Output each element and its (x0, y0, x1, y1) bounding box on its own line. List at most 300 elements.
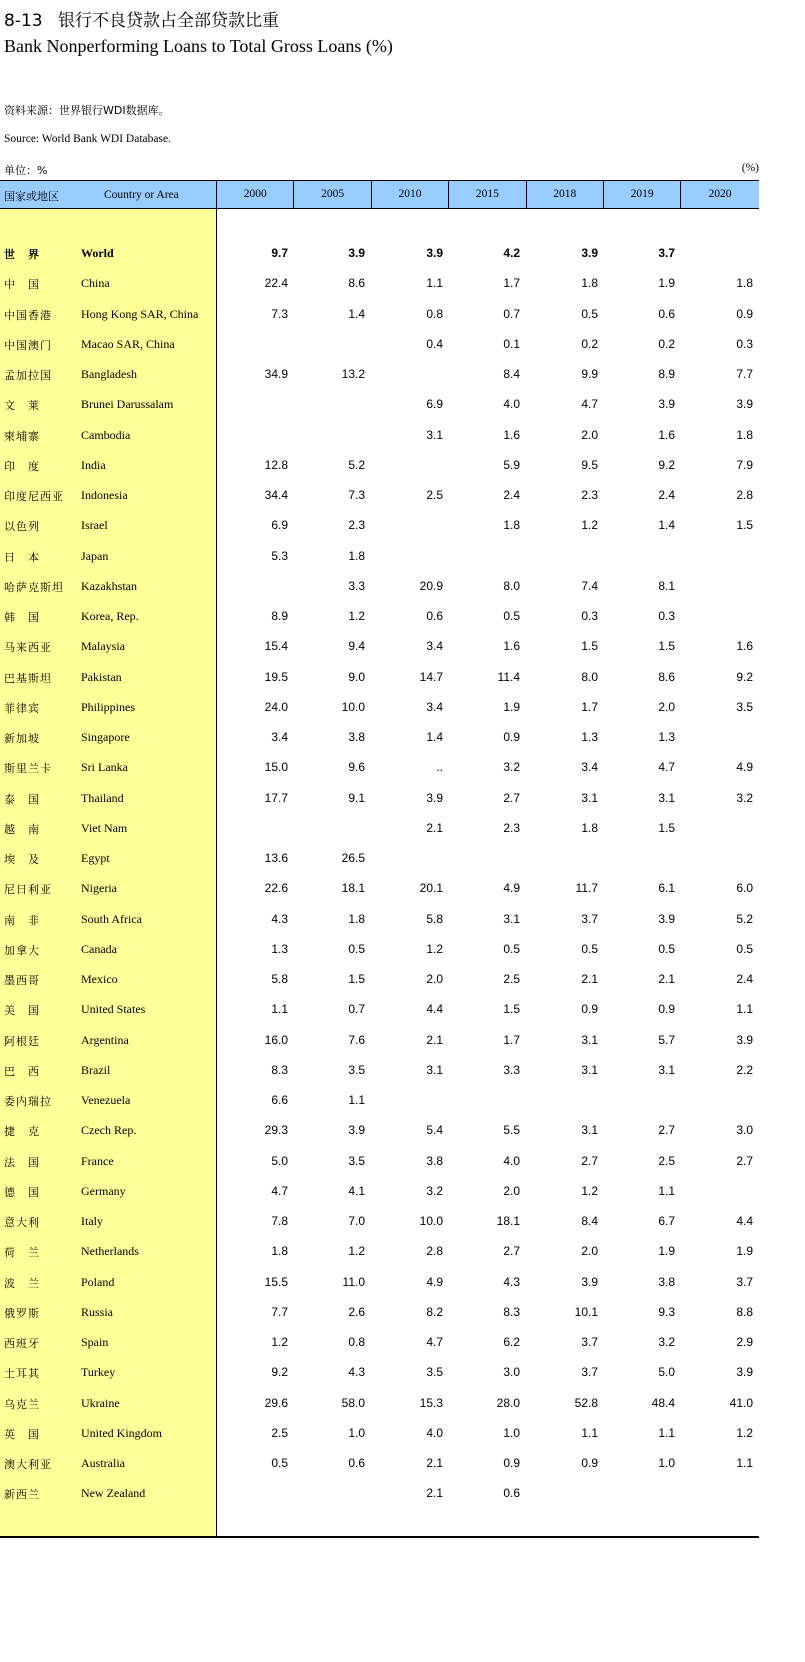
row-country-cn: 乌克兰 (4, 1397, 40, 1411)
row-value-2018: 2.0 (581, 1244, 598, 1259)
row-value-2000: 4.3 (271, 911, 288, 926)
row-value-2005: 13.2 (341, 367, 365, 381)
row-value-2018: 2.7 (581, 1153, 598, 1168)
row-value-2010: 6.9 (426, 397, 443, 412)
row-value-2015: 11.4 (497, 669, 520, 684)
table-row (0, 662, 759, 692)
row-country-en: India (81, 457, 106, 472)
row-value-2005: 9.0 (348, 669, 365, 684)
table-row (0, 1055, 759, 1085)
row-country-en: Macao SAR, China (81, 336, 175, 351)
row-value-2019: 6.7 (658, 1214, 675, 1228)
row-value-2019: 3.1 (658, 1062, 675, 1077)
row-value-2015: 2.4 (503, 488, 520, 502)
table-row (0, 1146, 759, 1176)
header-year: 2010 (372, 181, 449, 208)
row-value-2005: 1.2 (348, 1244, 365, 1259)
row-value-2005: 0.5 (348, 941, 365, 956)
row-value-2019: 3.9 (658, 911, 675, 926)
row-value-2010: 8.2 (426, 1304, 443, 1319)
row-country-en: Ukraine (81, 1395, 120, 1410)
row-value-2010: 1.2 (426, 941, 443, 956)
row-country-cn: 世 界 (4, 248, 40, 261)
row-value-2019: 1.3 (658, 730, 675, 744)
row-value-2018: 3.4 (581, 760, 598, 775)
row-value-2010: 3.4 (426, 639, 443, 654)
row-value-2015: 2.3 (503, 820, 520, 835)
row-value-2015: 2.0 (503, 1183, 520, 1198)
row-value-2019: 3.8 (658, 1274, 675, 1289)
row-value-2020: 41.0 (729, 1395, 753, 1410)
row-value-2010: 3.5 (426, 1365, 443, 1380)
row-value-2015: 3.3 (503, 1062, 520, 1077)
row-value-2020: 1.2 (736, 1425, 753, 1440)
table-row (0, 783, 759, 813)
row-value-2019: 3.2 (658, 1335, 675, 1349)
table-row (0, 541, 759, 571)
row-value-2019: 1.5 (658, 639, 675, 654)
row-value-2019: 5.0 (658, 1365, 675, 1380)
table-row (0, 1388, 759, 1418)
row-value-2020: 2.7 (736, 1153, 753, 1168)
row-value-2020: 4.9 (736, 760, 753, 775)
table-row (0, 1297, 759, 1327)
row-country-en: Turkey (81, 1365, 116, 1380)
row-country-cn: 南 非 (4, 913, 40, 927)
row-value-2018: 3.7 (581, 1365, 598, 1380)
row-value-2018: 7.4 (581, 578, 598, 593)
row-value-2000: 15.4 (264, 639, 288, 654)
row-value-2020: 1.5 (736, 518, 753, 533)
table-row (0, 571, 759, 601)
row-country-cn: 捷 克 (4, 1125, 40, 1139)
table-row (0, 601, 759, 631)
row-country-cn: 中国澳门 (4, 338, 52, 352)
row-value-2005: 9.6 (348, 760, 365, 775)
row-country-en: Mexico (81, 972, 118, 986)
row-value-2005: 5.2 (348, 457, 365, 472)
table-row (0, 389, 759, 419)
page-title-en: Bank Nonperforming Loans to Total Gross Loans (%) (4, 36, 393, 56)
row-country-cn: 英 国 (4, 1427, 40, 1441)
table-row (0, 299, 759, 329)
table-row (0, 813, 759, 843)
row-value-2010: 3.2 (426, 1183, 443, 1198)
header-year: 2019 (604, 181, 681, 208)
row-value-2018: 3.1 (581, 1062, 598, 1077)
table-row (0, 994, 759, 1024)
row-value-2000: 34.4 (264, 488, 288, 502)
row-value-2018: 1.3 (581, 730, 598, 744)
row-country-en: Russia (81, 1304, 114, 1319)
row-value-2020: 3.5 (736, 699, 753, 714)
row-country-cn: 印度尼西亚 (4, 490, 64, 503)
row-value-2000: 3.4 (271, 730, 288, 744)
row-value-2000: 24.0 (264, 699, 288, 714)
row-value-2010: 1.4 (426, 730, 443, 744)
header-year: 2000 (217, 181, 294, 208)
row-country-cn: 意大利 (4, 1216, 40, 1229)
row-value-2019: 9.3 (658, 1304, 675, 1319)
row-value-2020: 1.1 (736, 1002, 753, 1017)
row-value-2019: 1.1 (658, 1183, 675, 1198)
row-value-2015: 1.0 (503, 1425, 520, 1440)
row-value-2018: 0.9 (581, 1002, 598, 1017)
table-row (0, 329, 759, 359)
row-value-2000: 1.8 (271, 1244, 288, 1259)
row-value-2005: 7.0 (348, 1214, 365, 1228)
row-value-2018: 4.7 (581, 397, 598, 412)
row-country-cn: 土耳其 (4, 1367, 40, 1381)
row-country-cn: 马来西亚 (4, 641, 52, 655)
row-value-2015: 0.6 (503, 1486, 520, 1501)
row-value-2019: 5.7 (658, 1032, 675, 1047)
row-value-2000: 13.6 (264, 851, 288, 865)
row-value-2010: 2.5 (426, 488, 443, 502)
table-row (0, 752, 759, 782)
row-value-2010: 3.9 (426, 246, 443, 260)
row-country-cn: 哈萨克斯坦 (4, 580, 64, 594)
row-value-2010: 4.9 (426, 1274, 443, 1289)
row-country-en: Venezuela (81, 1093, 131, 1107)
row-country-cn: 尼日利亚 (4, 883, 52, 897)
row-value-2005: 4.1 (348, 1183, 365, 1198)
page-title-cn (4, 6, 279, 31)
row-value-2005: 26.5 (341, 851, 365, 865)
title-cn-text: 银行不良贷款占全部贷款比重 (58, 11, 279, 31)
row-value-2010: 3.1 (426, 427, 443, 442)
row-value-2020: 9.2 (736, 669, 753, 684)
row-value-2020: 3.2 (736, 790, 753, 805)
row-value-2019: 6.1 (658, 881, 675, 896)
row-value-2005: 1.2 (348, 609, 365, 623)
row-country-cn: 以色列 (4, 520, 40, 534)
row-value-2015: 4.0 (503, 1153, 520, 1168)
row-value-2000: 2.5 (271, 1425, 288, 1440)
row-value-2020: 3.9 (736, 1032, 753, 1047)
row-value-2005: 1.1 (348, 1093, 365, 1107)
row-value-2018: 10.1 (574, 1304, 598, 1319)
table-row (0, 510, 759, 540)
row-country-en: Australia (81, 1456, 125, 1470)
row-value-2010: 15.3 (419, 1395, 443, 1410)
row-value-2005: 1.8 (348, 548, 365, 563)
row-value-2015: 0.9 (503, 1456, 520, 1470)
row-value-2020: 1.6 (736, 639, 753, 654)
row-value-2005: 3.9 (348, 1123, 365, 1138)
row-value-2019: 8.6 (658, 669, 675, 684)
table-row (0, 1478, 759, 1508)
row-value-2020: 1.8 (736, 276, 753, 291)
row-country-en: World (81, 246, 114, 260)
row-country-en: New Zealand (81, 1486, 146, 1501)
row-value-2010: 3.8 (426, 1153, 443, 1168)
row-value-2000: 29.6 (264, 1395, 288, 1410)
header-year: 2005 (294, 181, 371, 208)
row-value-2015: 2.5 (503, 972, 520, 986)
row-value-2005: 0.8 (348, 1335, 365, 1349)
row-value-2018: 0.3 (581, 609, 598, 623)
row-value-2010: 2.0 (426, 972, 443, 986)
row-value-2005: 4.3 (348, 1365, 365, 1380)
row-value-2020: 1.1 (736, 1456, 753, 1470)
row-value-2020: 8.8 (736, 1304, 753, 1319)
row-value-2000: 16.0 (264, 1032, 288, 1047)
row-country-en: Poland (81, 1274, 115, 1289)
row-value-2019: 1.1 (658, 1425, 675, 1440)
row-country-cn: 中 国 (4, 278, 40, 292)
row-value-2018: 3.9 (581, 1274, 598, 1289)
row-value-2015: 4.9 (503, 881, 520, 896)
row-value-2005: 0.7 (348, 1002, 365, 1017)
row-value-2019: 2.7 (658, 1123, 675, 1138)
row-value-2005: 58.0 (341, 1395, 365, 1410)
row-country-en: Germany (81, 1183, 126, 1198)
row-value-2000: 1.2 (271, 1335, 288, 1349)
data-table (0, 180, 759, 1536)
row-value-2020: 0.9 (736, 306, 753, 321)
table-number: 8-13 (4, 11, 43, 31)
row-value-2020: 1.9 (736, 1244, 753, 1259)
row-value-2018: 3.1 (581, 1032, 598, 1047)
table-row (0, 1176, 759, 1206)
row-country-en: Malaysia (81, 639, 125, 654)
row-value-2018: 8.4 (581, 1214, 598, 1228)
header-year: 2018 (527, 181, 604, 208)
row-value-2020: 2.4 (736, 972, 753, 986)
row-value-2015: 1.9 (503, 699, 520, 714)
row-value-2010: 0.8 (426, 306, 443, 321)
table-row (0, 873, 759, 903)
row-value-2019: 1.6 (658, 427, 675, 442)
row-value-2000: 9.7 (271, 246, 288, 260)
row-country-en: Philippines (81, 699, 136, 714)
row-value-2005: 2.6 (348, 1304, 365, 1319)
row-value-2018: 0.5 (581, 941, 598, 956)
row-value-2005: 3.9 (348, 246, 365, 260)
row-country-cn: 波 兰 (4, 1276, 40, 1290)
row-value-2000: 15.5 (264, 1274, 288, 1289)
row-value-2005: 1.8 (348, 911, 365, 926)
row-country-cn: 埃 及 (4, 853, 40, 866)
row-value-2020: 4.4 (736, 1214, 753, 1228)
row-value-2010: 3.4 (426, 699, 443, 714)
row-value-2015: 6.2 (503, 1335, 520, 1349)
row-value-2010: 14.7 (419, 669, 443, 684)
table-row (0, 1267, 759, 1297)
row-value-2015: 8.0 (503, 578, 520, 593)
row-country-cn: 越 南 (4, 822, 40, 836)
row-country-en: Hong Kong SAR, China (81, 306, 199, 321)
row-value-2000: 5.3 (271, 548, 288, 563)
row-value-2005: 9.1 (348, 790, 365, 805)
row-country-cn: 法 国 (4, 1155, 40, 1169)
table-row (0, 1327, 759, 1357)
table-row (0, 1206, 759, 1236)
row-value-2019: 3.1 (658, 790, 675, 805)
row-value-2019: 1.9 (658, 1244, 675, 1259)
row-value-2019: 1.9 (658, 276, 675, 291)
table-row (0, 1236, 759, 1266)
row-value-2005: 10.0 (341, 699, 365, 714)
row-value-2005: 7.3 (348, 488, 365, 502)
row-value-2019: 1.0 (658, 1456, 675, 1470)
row-value-2018: 3.7 (581, 1335, 598, 1349)
table-row (0, 692, 759, 722)
row-country-en: Thailand (81, 790, 124, 805)
row-value-2005: 1.0 (348, 1425, 365, 1440)
row-value-2000: 5.8 (271, 972, 288, 986)
table-row (0, 1357, 759, 1387)
row-country-en: Czech Rep. (81, 1123, 137, 1138)
row-country-en: Korea, Rep. (81, 609, 139, 623)
row-country-cn: 斯里兰卡 (4, 762, 52, 776)
table-row (0, 420, 759, 450)
row-value-2018: 1.7 (581, 699, 598, 714)
row-country-cn: 孟加拉国 (4, 369, 52, 382)
row-value-2018: 3.9 (581, 246, 598, 260)
row-value-2000: 5.0 (271, 1153, 288, 1168)
source-note-en: Source: World Bank WDI Database. (4, 133, 171, 145)
header-country-en: Country or Area (104, 189, 179, 201)
row-value-2020: 7.7 (736, 367, 753, 381)
row-value-2015: 4.0 (503, 397, 520, 412)
row-value-2000: 0.5 (271, 1456, 288, 1470)
row-value-2019: 0.3 (658, 609, 675, 623)
row-country-en: United States (81, 1002, 146, 1017)
row-value-2018: 2.1 (581, 972, 598, 986)
row-value-2000: 19.5 (264, 669, 288, 684)
row-value-2010: 5.4 (426, 1123, 443, 1138)
row-value-2010: 20.1 (419, 881, 443, 896)
row-country-cn: 西班牙 (4, 1337, 40, 1350)
row-value-2010: 2.8 (426, 1244, 443, 1259)
row-value-2015: 0.5 (503, 941, 520, 956)
row-value-2018: 1.8 (581, 276, 598, 291)
row-value-2010: 2.1 (426, 1032, 443, 1047)
row-value-2010: 0.6 (426, 609, 443, 623)
row-country-en: Argentina (81, 1032, 129, 1047)
row-value-2015: 2.7 (503, 1244, 520, 1259)
row-value-2018: 2.0 (581, 427, 598, 442)
row-country-cn: 委内瑞拉 (4, 1095, 52, 1108)
row-value-2020: 5.2 (736, 911, 753, 926)
row-value-2005: 7.6 (348, 1032, 365, 1047)
row-country-cn: 柬埔寨 (4, 429, 40, 443)
row-value-2005: 9.4 (348, 639, 365, 654)
row-country-cn: 澳大利亚 (4, 1458, 52, 1471)
row-value-2018: 0.5 (581, 306, 598, 321)
row-value-2018: 11.7 (575, 881, 598, 896)
row-value-2000: 1.3 (271, 941, 288, 956)
row-country-cn: 日 本 (4, 550, 40, 564)
row-value-2018: 52.8 (574, 1395, 598, 1410)
row-value-2019: 0.9 (658, 1002, 675, 1017)
row-value-2015: 18.1 (496, 1214, 520, 1228)
row-value-2019: 0.5 (658, 941, 675, 956)
row-value-2005: 0.6 (348, 1456, 365, 1470)
row-value-2000: 15.0 (264, 760, 288, 775)
row-value-2020: 2.9 (736, 1335, 753, 1349)
row-value-2015: 0.9 (503, 730, 520, 744)
row-country-cn: 韩 国 (4, 611, 40, 624)
row-value-2018: 8.0 (581, 669, 598, 684)
row-country-cn: 阿根廷 (4, 1034, 40, 1048)
row-country-en: Kazakhstan (81, 578, 137, 593)
table-row (0, 843, 759, 873)
row-value-2015: 3.0 (503, 1365, 520, 1380)
row-value-2000: 6.9 (271, 518, 288, 533)
row-country-en: Sri Lanka (81, 760, 128, 775)
table-row (0, 722, 759, 752)
row-value-2005: 2.3 (348, 518, 365, 533)
row-value-2010: 4.0 (426, 1425, 443, 1440)
row-value-2020: 0.3 (736, 336, 753, 351)
row-value-2020: 0.5 (736, 941, 753, 956)
table-row (0, 934, 759, 964)
row-value-2005: 11.0 (342, 1274, 365, 1289)
row-value-2018: 2.3 (581, 488, 598, 502)
source-note-cn: 资料来源：世界银行WDI数据库。 (4, 104, 170, 117)
row-value-2018: 1.2 (581, 518, 598, 533)
row-country-cn: 墨西哥 (4, 974, 40, 987)
row-value-2018: 1.8 (581, 820, 598, 835)
row-country-cn: 文 莱 (4, 399, 40, 413)
table-row (0, 268, 759, 298)
row-value-2015: 5.9 (503, 457, 520, 472)
row-value-2010: 3.1 (426, 1062, 443, 1077)
row-country-cn: 俄罗斯 (4, 1306, 40, 1320)
table-row (0, 904, 759, 934)
table-bottom-rule (0, 1536, 759, 1538)
row-value-2000: 29.3 (264, 1123, 288, 1138)
row-value-2010: 4.4 (426, 1002, 443, 1017)
row-value-2020: 3.7 (736, 1274, 753, 1289)
row-country-cn: 新加坡 (4, 732, 40, 745)
row-value-2020: 2.8 (736, 488, 753, 502)
row-value-2000: 22.4 (264, 276, 288, 291)
row-value-2010: 5.8 (426, 911, 443, 926)
row-value-2018: 1.5 (581, 639, 598, 654)
row-country-cn: 泰 国 (4, 792, 40, 806)
row-value-2010: 1.1 (426, 276, 443, 291)
table-row (0, 450, 759, 480)
row-value-2018: 0.9 (581, 1456, 598, 1470)
row-country-en: Cambodia (81, 427, 131, 442)
row-value-2015: 8.3 (503, 1304, 520, 1319)
row-country-en: Pakistan (81, 669, 122, 684)
row-value-2000: 7.7 (271, 1304, 288, 1319)
row-country-en: Singapore (81, 730, 130, 744)
row-value-2005: 3.3 (348, 578, 365, 593)
row-country-cn: 印 度 (4, 459, 40, 473)
row-value-2015: 1.6 (503, 639, 520, 654)
row-value-2015: 3.1 (503, 911, 520, 926)
row-value-2019: 3.7 (658, 246, 675, 260)
row-value-2018: 1.2 (581, 1183, 598, 1198)
row-value-2000: 7.3 (271, 306, 288, 321)
row-country-en: Egypt (81, 851, 110, 865)
row-country-cn: 巴 西 (4, 1064, 40, 1078)
row-value-2020: 3.0 (736, 1123, 753, 1138)
row-value-2015: 1.6 (503, 427, 520, 442)
row-country-en: Indonesia (81, 488, 128, 502)
row-value-2019: 2.5 (658, 1153, 675, 1168)
row-value-2019: 8.1 (658, 578, 675, 593)
row-country-cn: 加拿大 (4, 943, 40, 957)
row-value-2015: 4.3 (503, 1274, 520, 1289)
row-value-2005: 3.8 (348, 730, 365, 744)
